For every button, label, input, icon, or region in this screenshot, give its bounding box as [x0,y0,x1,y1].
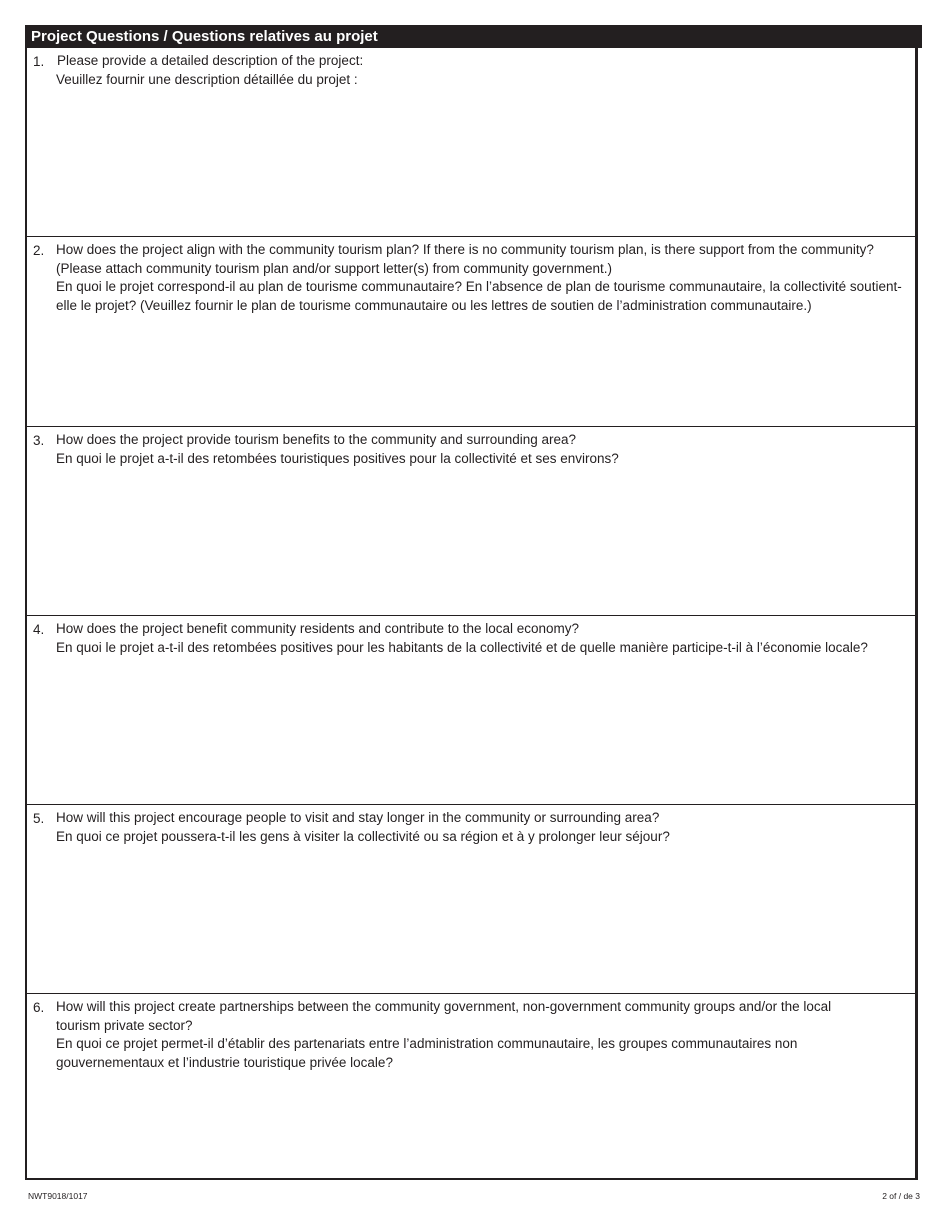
question-text-en: How does the project provide tourism benefits to the community and surrounding area? [56,432,577,447]
question-text-fr: En quoi le projet a-t-il des retombées touristiques positives pour la collectivité et ses environs? [56,450,619,466]
question-text [56,431,916,468]
question-text [56,241,916,315]
question-text [56,809,916,846]
question-text-en: Please provide a detailed description of the project: [57,53,364,68]
question-number: 4. [33,622,45,637]
form-code: NWT9018/1017 [28,1191,88,1201]
question-text-en: How will this project encourage people to visit and stay longer in the community or surrounding area? [56,810,660,825]
question-text-en: How does the project benefit community residents and contribute to the local economy? [56,621,580,636]
question-text-en: How will this project create partnerships between the community government, non-government community groups and/or the local tourism private sector? [56,999,832,1033]
question-block-6[interactable] [27,994,918,1180]
section-header: Project Questions / Questions relatives au projet [25,25,922,48]
question-text [56,620,916,657]
question-text-fr: En quoi ce projet poussera-t-il les gens à visiter la collectivité ou sa région et à y prolonger leur séjour? [56,828,670,844]
question-text [56,52,916,89]
question-text-fr: Veuillez fournir une description détaillée du projet : [56,71,358,87]
question-text-fr: En quoi le projet a-t-il des retombées positives pour les habitants de la collectivité et de quelle manière participe-t-il à l’économie locale? [56,639,868,655]
question-block-2[interactable] [27,237,918,427]
question-number: 5. [33,811,45,826]
question-block-5[interactable] [27,805,918,994]
question-number: 3. [33,433,45,448]
question-text [56,998,878,1072]
question-block-4[interactable] [27,616,918,805]
question-number: 2. [33,243,45,258]
page-number: 2 of / de 3 [882,1191,920,1201]
question-number: 1. [33,54,45,69]
question-block-1[interactable] [27,48,918,237]
question-text-fr: En quoi le projet correspond-il au plan de tourisme communautaire? En l’absence de plan de tourisme communautaire, la collectivité soutient-elle le projet? (Veuillez fournir le plan de tourisme communautaire ou les lettres de soutien de l’administration communautaire.) [56,279,902,313]
question-number: 6. [33,1000,45,1015]
question-text-fr: En quoi ce projet permet-il d’établir des partenariats entre l’administration communautaire, les groupes communautaires non gouvernementaux et l’industrie touristique privée locale? [56,1036,798,1070]
question-block-3[interactable] [27,427,918,616]
question-text-en: How does the project align with the community tourism plan? If there is no community tourism plan, is there support from the community? (Please attach community tourism plan and/or support letter(s) from community government.) [56,242,874,276]
